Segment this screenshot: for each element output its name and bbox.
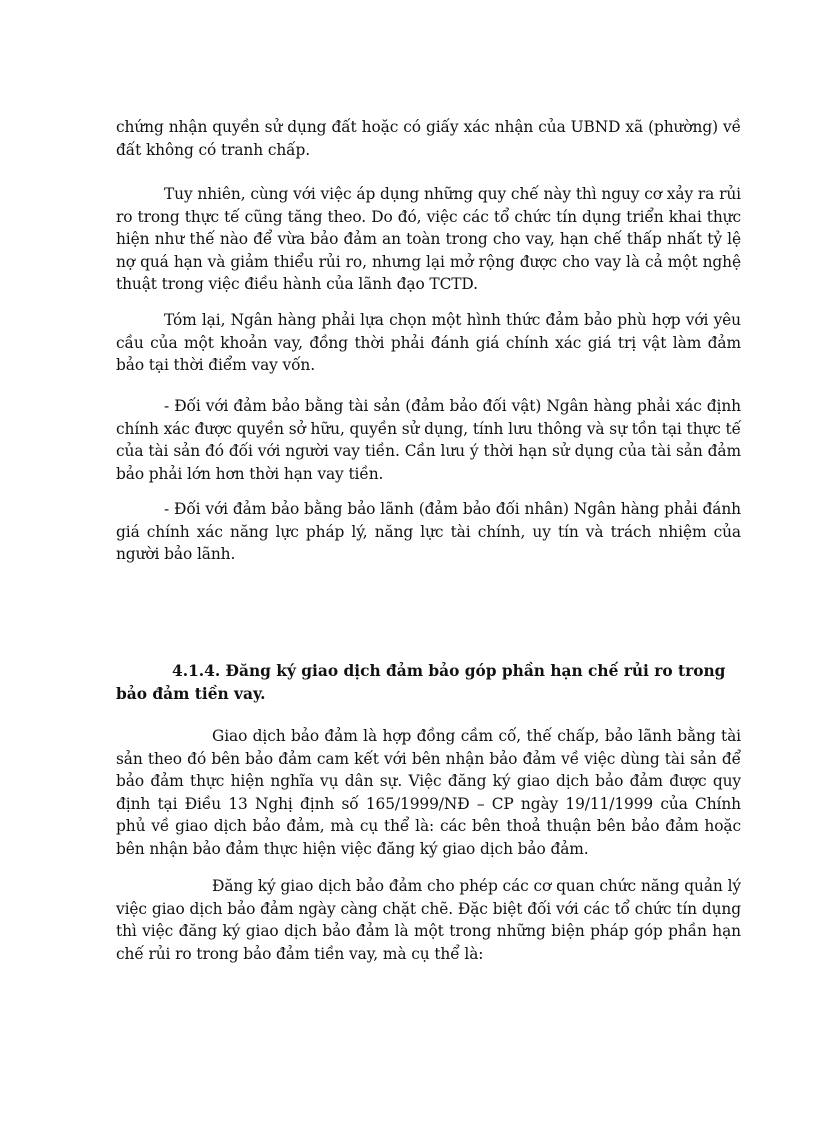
- paragraph-summary: Tóm lại, Ngân hàng phải lựa chọn một hình thức đảm bảo phù hợp với yêu cầu của một khoản vay, đồng thời phải đánh giá chính xác giá trị vật làm đảm bảo tại thời điểm vay vốn.: [116, 311, 741, 374]
- paragraph-secured-transaction: Giao dịch bảo đảm là hợp đồng cầm cố, thế chấp, bảo lãnh bằng tài sản theo đó bên bảo đảm cam kết với bên nhận bảo đảm về việc dùng tài sản để bảo đảm thực hiện nghĩa vụ dân sự. Việc đăng ký giao dịch bảo đảm được quy định tại Điều 13 Nghị định số 165/1999/NĐ – CP ngày 19/11/1999 của Chính phủ về giao dịch bảo đảm, mà cụ thể là: các bên thoả thuận bên bảo đảm hoặc bên nhận bảo đảm thực hiện việc đăng ký giao dịch bảo đảm.: [116, 727, 741, 858]
- paragraph-personal-guarantee: - Đối với đảm bảo bằng bảo lãnh (đảm bảo đối nhân) Ngân hàng phải đánh giá chính xác năng lực pháp lý, năng lực tài chính, uy tín và trách nhiệm của người bảo lãnh.: [116, 500, 741, 563]
- paragraph-asset-guarantee: - Đối với đảm bảo bằng tài sản (đảm bảo đối vật) Ngân hàng phải xác định chính xác được quyền sở hữu, quyền sử dụng, tính lưu thông và sự tồn tại thực tế của tài sản đó đối với người vay tiền. Cần lưu ý thời hạn sử dụng của tài sản đảm bảo phải lớn hơn thời hạn vay tiền.: [116, 397, 741, 483]
- paragraph-risk-increase: Tuy nhiên, cùng với việc áp dụng những quy chế này thì nguy cơ xảy ra rủi ro trong thực tế cũng tăng theo. Do đó, việc các tổ chức tín dụng triển khai thực hiện như thế nào để vừa bảo đảm an toàn trong cho vay, hạn chế thấp nhất tỷ lệ nợ quá hạn và giảm thiểu rủi ro, nhưng lại mở rộng được cho vay là cả một nghệ thuật trong việc điều hành của lãnh đạo TCTD.: [116, 185, 741, 293]
- section-heading: 4.1.4. Đăng ký giao dịch đảm bảo góp phần hạn chế rủi ro trong bảo đảm tiền vay.: [116, 662, 726, 703]
- paragraph-land-certificate: chứng nhận quyền sử dụng đất hoặc có giấy xác nhận của UBND xã (phường) về đất không có tranh chấp.: [116, 118, 741, 159]
- paragraph-registration-benefits: Đăng ký giao dịch bảo đảm cho phép các cơ quan chức năng quản lý việc giao dịch bảo đảm ngày càng chặt chẽ. Đặc biệt đối với các tổ chức tín dụng thì việc đăng ký giao dịch bảo đảm là một trong những biện pháp góp phần hạn chế rủi ro trong bảo đảm tiền vay, mà cụ thể là:: [116, 877, 741, 963]
